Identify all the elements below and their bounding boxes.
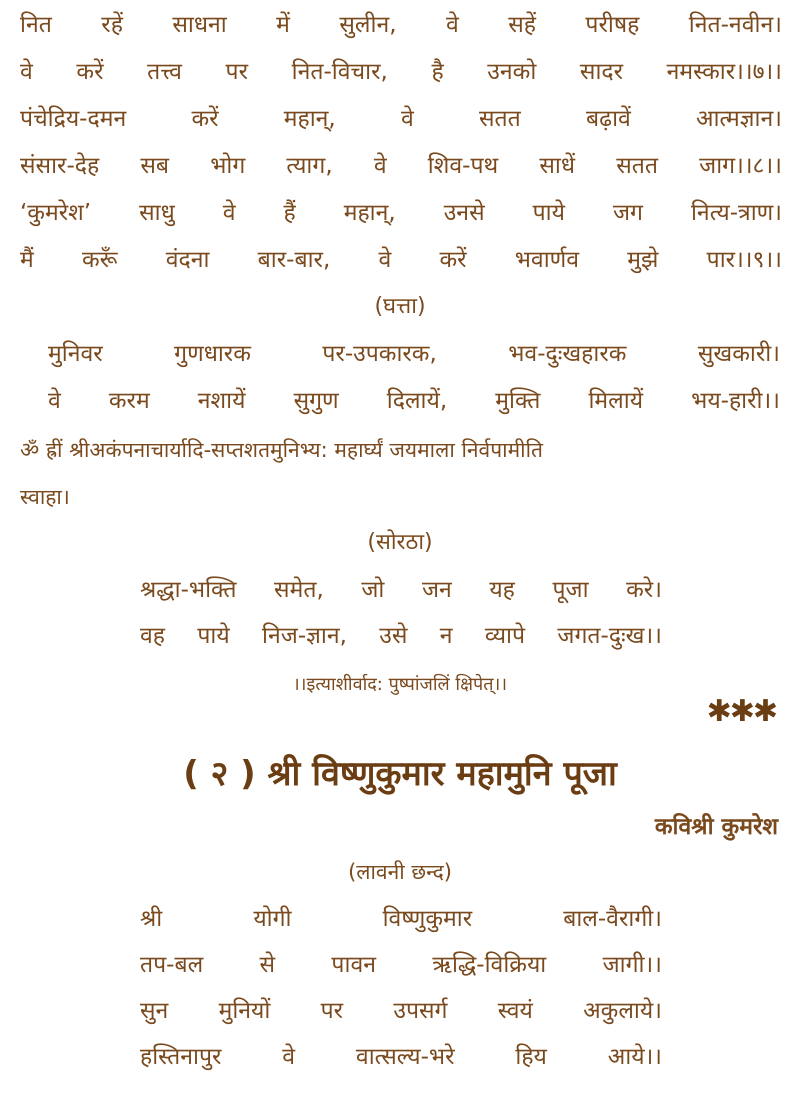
verse-word: परीषह xyxy=(585,12,640,38)
verse-word: साधु xyxy=(139,200,175,226)
verse-word: तत्त्व xyxy=(147,59,182,85)
lavani-line-4 xyxy=(140,1042,662,1072)
verse-word: महान्, xyxy=(283,106,336,132)
verse-word: ‘कुमरेश’ xyxy=(20,200,92,226)
verse-word: हैं xyxy=(283,200,296,226)
verse-word: पर xyxy=(320,998,344,1024)
verse-word: त्याग, xyxy=(286,153,333,179)
ghatta-label: (घत्ता) xyxy=(374,294,426,319)
verse-word: आत्मज्ञान। xyxy=(696,106,782,132)
verse-word: वह xyxy=(140,623,166,649)
verse-word: पार।।९।। xyxy=(706,247,782,273)
mantra-line-1: ॐ ह्रीं श्रीअकंपनाचार्यादि-सप्तशतमुनिभ्य: महार्घ्यं जयमाला निर्वपामीति xyxy=(20,438,543,462)
verse-word: नित्य-त्राण। xyxy=(690,200,782,226)
verse-word: सादर xyxy=(579,59,624,85)
verse-word: मैं xyxy=(20,247,34,273)
verse-word: वे xyxy=(400,106,414,132)
verse-word: जन xyxy=(421,577,452,603)
verse-word: भोग xyxy=(210,153,246,179)
verse-word: नित-नवीन। xyxy=(688,12,782,38)
verse-word: वे xyxy=(445,12,459,38)
verse-word: विष्णुकुमार xyxy=(382,906,473,932)
verse-word: दिलायें, xyxy=(386,388,448,414)
verse-word: निज-ज्ञान, xyxy=(262,623,347,649)
verse-word: करें xyxy=(439,247,467,273)
verse-word: वे xyxy=(48,388,61,414)
verse-word: पाये xyxy=(197,623,230,649)
stanza-line-2 xyxy=(20,57,782,87)
verse-word: जाग।।८।। xyxy=(699,153,782,179)
soratha-line-1 xyxy=(140,575,662,605)
verse-word: हिय xyxy=(515,1044,547,1070)
verse-word: उनसे xyxy=(443,200,485,226)
verse-word: नित-विचार, xyxy=(291,59,388,85)
verse-word: से xyxy=(259,952,276,978)
verse-word: बाल-वैरागी। xyxy=(563,906,662,932)
verse-word: यह xyxy=(489,577,515,603)
verse-word: पंचेद्रिय-दमन xyxy=(20,106,127,132)
verse-word: पावन xyxy=(331,952,376,978)
verse-word: करम xyxy=(108,388,150,414)
verse-word: बार-बार, xyxy=(257,247,331,273)
stanza-line-4 xyxy=(20,151,782,181)
verse-word: पर xyxy=(225,59,249,85)
verse-word: करें xyxy=(76,59,104,85)
verse-word: गुणधारक xyxy=(174,341,251,367)
verse-word: योगी xyxy=(253,906,292,932)
author-credit: कविश्री कुमरेश xyxy=(654,814,778,840)
verse-word: उसे xyxy=(379,623,408,649)
verse-word: पाये xyxy=(532,200,565,226)
verse-word: मुनियों xyxy=(218,998,271,1024)
verse-word: समेत, xyxy=(274,577,324,603)
verse-word: वे xyxy=(20,59,33,85)
verse-word: सुखकारी। xyxy=(697,341,780,367)
ghatta-line-1 xyxy=(48,339,780,369)
verse-word: साधना xyxy=(172,12,227,38)
verse-word: सतत xyxy=(616,153,658,179)
verse-word: में xyxy=(276,12,290,38)
lavani-line-2 xyxy=(140,950,662,980)
ghatta-line-2 xyxy=(48,386,780,416)
verse-word: वे xyxy=(378,247,392,273)
stanza-line-5 xyxy=(20,198,782,228)
lavani-line-3 xyxy=(140,996,662,1026)
verse-word: करें xyxy=(191,106,219,132)
verse-word: वात्सल्य-भरे xyxy=(355,1044,455,1070)
verse-word: उपसर्ग xyxy=(393,998,448,1024)
stanza-line-6 xyxy=(20,245,782,275)
verse-word: जागी।। xyxy=(602,952,662,978)
verse-word: ऋद्धि-विक्रिया xyxy=(432,952,547,978)
verse-word: सतत xyxy=(478,106,521,132)
verse-word: उनको xyxy=(487,59,537,85)
verse-word: आये।। xyxy=(607,1044,662,1070)
verse-word: मिलायें xyxy=(588,388,644,414)
verse-word: सुगुण xyxy=(293,388,339,414)
stanza-line-3 xyxy=(20,104,782,134)
verse-word: वे xyxy=(373,153,387,179)
verse-word: मुनिवर xyxy=(48,341,103,367)
verse-word: रहें xyxy=(101,12,123,38)
verse-word: पूजा xyxy=(552,577,589,603)
verse-word: जो xyxy=(361,577,385,603)
verse-word: अकुलाये। xyxy=(583,998,662,1024)
verse-word: न xyxy=(439,623,453,649)
verse-word: सहें xyxy=(508,12,536,38)
verse-word: वंदना xyxy=(165,247,210,273)
lavani-label: (लावनी छन्द) xyxy=(348,860,452,884)
verse-word: करूँ xyxy=(81,247,118,273)
separator-stars: ✱✱✱ xyxy=(706,694,776,729)
lavani-line-1 xyxy=(140,904,662,934)
verse-word: स्वयं xyxy=(497,998,533,1024)
verse-word: तप-बल xyxy=(140,952,204,978)
verse-word: नमस्कार।।७।। xyxy=(666,59,782,85)
verse-word: भव-दुःखहारक xyxy=(508,341,627,367)
verse-word: हस्तिनापुर xyxy=(140,1044,222,1070)
verse-word: सुलीन, xyxy=(339,12,397,38)
verse-word: है xyxy=(431,59,444,85)
verse-word: पर-उपकारक, xyxy=(322,341,437,367)
verse-word: मुझे xyxy=(627,247,659,273)
verse-word: सब xyxy=(140,153,170,179)
verse-word: करे। xyxy=(626,577,662,603)
verse-word: सुन xyxy=(140,998,169,1024)
verse-word: जगत-दुःख।। xyxy=(557,623,662,649)
verse-word: बढ़ावें xyxy=(585,106,631,132)
verse-word: श्रद्धा-भक्ति xyxy=(140,577,237,603)
verse-word: नशायें xyxy=(197,388,246,414)
verse-word: श्री xyxy=(140,906,163,932)
verse-word: जग xyxy=(612,200,643,226)
verse-word: महान्, xyxy=(343,200,396,226)
section-title: ( २ ) श्री विष्णुकुमार महामुनि पूजा xyxy=(183,754,617,794)
stanza-line-1 xyxy=(20,10,782,40)
verse-word: संसार-देह xyxy=(20,153,100,179)
soratha-line-2 xyxy=(140,621,662,651)
mantra-line-2: स्वाहा। xyxy=(20,485,70,509)
verse-word: नित xyxy=(20,12,52,38)
soratha-label: (सोरठा) xyxy=(367,530,433,555)
verse-word: भय-हारी।। xyxy=(691,388,780,414)
verse-word: शिव-पथ xyxy=(427,153,499,179)
verse-word: वे xyxy=(222,200,236,226)
closing-note: ।।इत्याशीर्वाद: पुष्पांजलिं क्षिपेत्।। xyxy=(292,674,508,695)
verse-word: वे xyxy=(282,1044,296,1070)
verse-word: मुक्ति xyxy=(495,388,541,414)
verse-word: व्यापे xyxy=(484,623,526,649)
verse-word: साधें xyxy=(539,153,576,179)
verse-word: भवार्णव xyxy=(514,247,580,273)
